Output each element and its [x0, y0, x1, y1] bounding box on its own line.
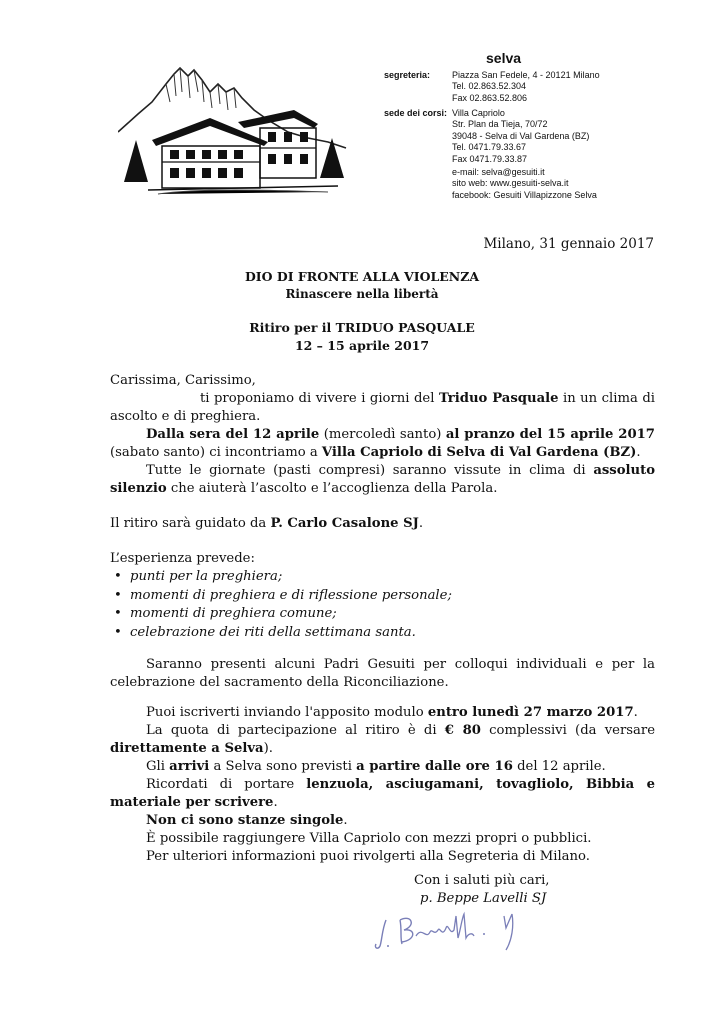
list-item: • celebrazione dei riti della settimana santa. [114, 624, 659, 643]
p7-payment: direttamente a Selva [110, 741, 264, 756]
list-item: • momenti di preghiera comune; [114, 605, 659, 624]
paragraph-5: Saranno presenti alcuni Padri Gesuiti per colloqui individuali e per la celebrazione del sacramento della Riconciliazione. [110, 657, 655, 690]
p1-text-end: in un clima di ascolto e di preghiera. [110, 391, 655, 424]
website-text: sito web: www.gesuiti-selva.it [452, 178, 569, 189]
p9-items: lenzuola, asciugamani, tovagliolo, Bibbia e materiale per scrivere [110, 777, 655, 810]
p7-price: € 80 [444, 723, 481, 738]
list-item: • momenti di preghiera e di riflessione personale; [114, 587, 659, 606]
facebook-text: facebook: Gesuiti Villapizzone Selva [452, 189, 597, 200]
title-subtitle: Rinascere nella libertà [285, 287, 439, 301]
p7-text-mid: complessivi (da versare [480, 723, 656, 738]
p8-arrivals: arrivi [169, 759, 210, 774]
p10-bold: Non ci sono stanze singole [146, 813, 344, 828]
paragraph-7 [110, 722, 655, 758]
p4-text: Il ritiro sarà guidato da [110, 516, 271, 531]
greeting-text: Carissima, Carissimo, [110, 373, 256, 388]
segreteria-line: Fax 02.863.52.806 [452, 92, 528, 103]
sede-line: Str. Plan da Tieja, 70/72 [452, 119, 548, 130]
paragraph-11: È possibile raggiungere Villa Capriolo con mezzi propri o pubblici. [146, 831, 592, 846]
title-retreat: Ritiro per il TRIDUO PASQUALE [249, 320, 475, 335]
contact-lines [452, 167, 597, 201]
sede-line: 39048 - Selva di Val Gardena (BZ) [452, 130, 590, 141]
email-text: e-mail: selva@gesuiti.it [452, 167, 545, 177]
p9-text: Ricordati di portare [146, 777, 307, 792]
p6-text-end: . [633, 705, 638, 720]
segreteria-lines [452, 70, 600, 104]
sede-label: sede dei corsi: [384, 108, 448, 118]
p10-text-end: . [343, 813, 348, 828]
p7-text: La quota di partecipazione al ritiro è di [146, 723, 445, 738]
p3-text-end: che aiuterà l’ascolto e l’accoglienza della Parola. [166, 481, 498, 496]
letter-date: Milano, 31 gennaio 2017 [483, 236, 654, 252]
list-item: • punti per la preghiera; [114, 568, 659, 587]
p7-text-end: ). [263, 741, 273, 756]
segreteria-line: Piazza San Fedele, 4 - 20121 Milano [452, 70, 600, 80]
paragraph-8 [110, 758, 655, 776]
p2-location: Villa Capriolo di Selva di Val Gardena (BZ) [321, 445, 637, 460]
paragraph-10 [110, 812, 655, 830]
villa-capriolo-logo [118, 62, 350, 197]
list-intro [110, 550, 655, 568]
closing-greeting: Con i saluti più cari, [414, 873, 550, 888]
paragraph-4 [110, 515, 655, 533]
sede-line: Villa Capriolo [452, 108, 505, 118]
p8-text: Gli [146, 759, 170, 774]
p8-time: a partire dalle ore 16 [356, 759, 513, 774]
paragraph-9 [110, 776, 655, 812]
program-list [114, 568, 659, 642]
sede-lines [452, 108, 589, 165]
greeting [110, 372, 655, 390]
handwritten-signature [372, 906, 542, 954]
p6-text: Puoi iscriverti inviando l'apposito modulo [146, 705, 428, 720]
p1-bold: Triduo Pasquale [438, 391, 559, 406]
paragraph-3 [110, 462, 655, 498]
p3-text: Tutte le giornate (pasti compresi) saranno vissute in clima di [146, 463, 594, 478]
paragraph-12: Per ulteriori informazioni puoi rivolgerti alla Segreteria di Milano. [146, 849, 590, 864]
title-dates: 12 – 15 aprile 2017 [294, 338, 430, 353]
p2-bold-start: Dalla sera del 12 aprile [146, 427, 320, 442]
p2-text: (mercoledì santo) [319, 427, 446, 442]
paragraph-1 [110, 390, 655, 426]
p2-bold-end: al pranzo del 15 aprile 2017 [445, 427, 655, 442]
paragraph-6 [110, 704, 655, 722]
sede-line: Tel. 0471.79.33.67 [452, 142, 527, 153]
list-intro-text: L’esperienza prevede: [110, 551, 255, 566]
p2-text-end: . [636, 445, 641, 460]
p3-bold: assoluto silenzio [110, 463, 655, 496]
p9-text-end: . [273, 795, 278, 810]
signature-name: p. Beppe Lavelli SJ [420, 891, 547, 906]
paragraph-2 [110, 426, 655, 462]
p8-text-end: del 12 aprile. [512, 759, 606, 774]
p4-text-end: . [418, 516, 424, 531]
sede-line: Fax 0471.79.33.87 [452, 153, 528, 164]
p2-text-mid: (sabato santo) ci incontriamo a [110, 445, 322, 460]
segreteria-line: Tel. 02.863.52.304 [452, 81, 527, 92]
segreteria-label: segreteria: [384, 70, 431, 80]
p1-text: ti proponiamo di vivere i giorni del [200, 391, 439, 406]
p8-text-mid: a Selva sono previsti [209, 759, 357, 774]
p4-guide: P. Carlo Casalone SJ [270, 516, 419, 531]
brand-name: selva [486, 50, 522, 66]
title-main: DIO DI FRONTE ALLA VIOLENZA [244, 269, 480, 284]
p6-deadline: entro lunedì 27 marzo 2017 [427, 705, 634, 720]
